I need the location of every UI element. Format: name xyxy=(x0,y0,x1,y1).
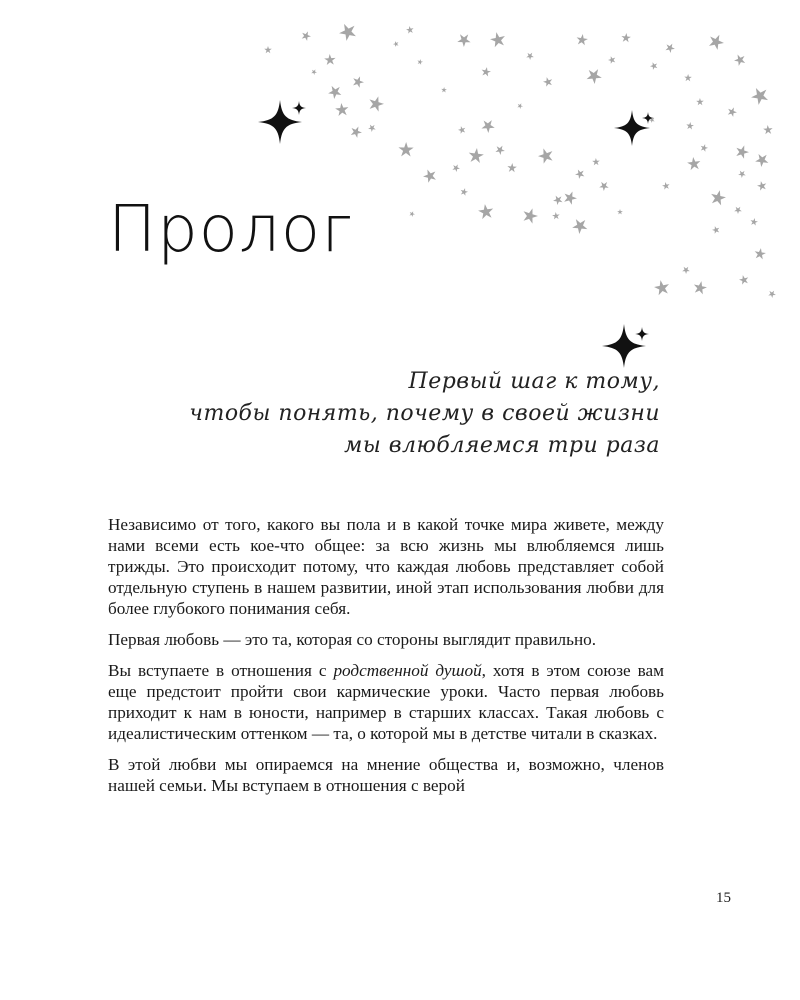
star-icon xyxy=(542,75,555,88)
star-icon xyxy=(457,125,467,135)
star-icon xyxy=(733,205,743,215)
sparkle-icon xyxy=(614,110,650,146)
star-icon xyxy=(607,55,617,65)
paragraph: Вы вступаете в отношения с родственной душой, хотя в этом союзе вам еще предстоит пройти свои кармические уроки. Часто первая любовь приходит к нам в юности, например в старших классах. Такая любовь с идеалистическим оттенком — та, о которой мы в детстве читали в сказках. xyxy=(108,661,664,743)
star-icon xyxy=(521,206,540,224)
star-icon xyxy=(441,87,447,93)
star-icon xyxy=(516,102,524,109)
star-icon xyxy=(562,189,579,206)
star-icon xyxy=(686,122,694,130)
star-icon xyxy=(494,143,507,156)
star-icon xyxy=(726,106,738,118)
star-icon xyxy=(699,143,708,152)
star-icon xyxy=(455,30,473,48)
star-icon xyxy=(421,166,439,184)
star-icon xyxy=(584,65,604,85)
star-icon xyxy=(738,273,751,286)
star-icon xyxy=(349,124,364,139)
star-icon xyxy=(733,52,749,68)
epigraph-line: мы влюбляемся три раза xyxy=(344,433,660,458)
star-icon xyxy=(392,40,400,48)
star-icon xyxy=(310,68,318,76)
body-text xyxy=(108,514,664,806)
star-icon xyxy=(451,163,461,173)
chapter-title: Пролог xyxy=(108,193,354,267)
star-icon xyxy=(405,25,415,35)
star-icon xyxy=(367,94,386,112)
star-icon xyxy=(709,188,727,206)
star-icon xyxy=(334,101,351,118)
paragraph: Независимо от того, какого вы пола и в какой точке мира живете, между нами всеми есть кое-что общее: за всю жизнь мы влюбляемся лишь трижды. Это происходит потому, что каждая любовь представляет собой отдельную ступень в нашем развитии, иной этап использования любви для более глубокого понимания себя. xyxy=(108,515,664,618)
paragraph: Первая любовь — это та, которая со стороны выглядит правильно. xyxy=(108,630,597,649)
star-icon xyxy=(592,157,601,167)
star-icon xyxy=(525,51,535,61)
paragraph: В этой любви мы опираемся на мнение общества и, возможно, членов нашей семьи. Мы вступаем в отношения с верой xyxy=(108,755,664,795)
star-icon xyxy=(536,145,557,166)
star-icon xyxy=(408,210,415,217)
star-icon xyxy=(681,265,691,275)
star-icon xyxy=(552,193,565,206)
star-icon xyxy=(459,187,468,196)
star-icon xyxy=(756,179,769,192)
star-icon xyxy=(477,202,497,222)
star-icon xyxy=(692,280,708,295)
sparkle-icon xyxy=(292,101,306,115)
star-icon xyxy=(507,163,517,173)
star-icon xyxy=(574,167,587,180)
star-icon xyxy=(300,30,312,42)
star-icon xyxy=(734,143,751,159)
epigraph-line: чтобы понять, почему в своей жизни xyxy=(189,401,660,426)
star-icon xyxy=(753,150,771,168)
star-icon xyxy=(367,122,377,132)
star-icon xyxy=(326,82,344,100)
star-icon xyxy=(479,117,497,135)
star-icon xyxy=(489,29,509,49)
star-icon xyxy=(653,277,673,297)
page-number: 15 xyxy=(716,890,731,906)
sparkle-icon xyxy=(602,324,646,368)
star-icon xyxy=(576,33,589,45)
star-icon xyxy=(750,217,759,225)
epigraph-line: Первый шаг к тому, xyxy=(408,369,660,394)
star-icon xyxy=(706,32,726,52)
star-icon xyxy=(686,155,703,172)
star-icon xyxy=(323,53,337,68)
star-icon xyxy=(552,211,562,221)
star-icon xyxy=(711,225,721,235)
star-icon xyxy=(417,58,424,65)
star-icon xyxy=(481,66,492,77)
star-icon xyxy=(696,97,705,107)
star-icon xyxy=(598,179,611,192)
star-icon xyxy=(684,74,692,81)
star-icon xyxy=(570,215,591,236)
star-icon xyxy=(337,20,361,44)
star-icon xyxy=(661,181,671,191)
sparkle-icon xyxy=(642,112,654,124)
star-icon xyxy=(621,33,631,43)
emphasis-term: родственной душой xyxy=(333,661,482,680)
star-icon xyxy=(649,61,659,71)
sparkle-icon xyxy=(258,100,302,144)
star-icon xyxy=(754,247,767,260)
star-icon xyxy=(767,289,777,299)
star-icon xyxy=(762,124,774,136)
star-icon xyxy=(351,74,365,88)
star-icon xyxy=(468,147,485,163)
star-icon xyxy=(264,46,272,53)
star-icon xyxy=(737,168,747,178)
sparkle-icon xyxy=(635,327,649,341)
star-icon xyxy=(664,41,677,53)
star-icon xyxy=(398,142,413,157)
star-icon xyxy=(617,209,623,214)
star-icon xyxy=(648,116,656,124)
epigraph xyxy=(180,366,660,462)
star-icon xyxy=(749,84,773,108)
